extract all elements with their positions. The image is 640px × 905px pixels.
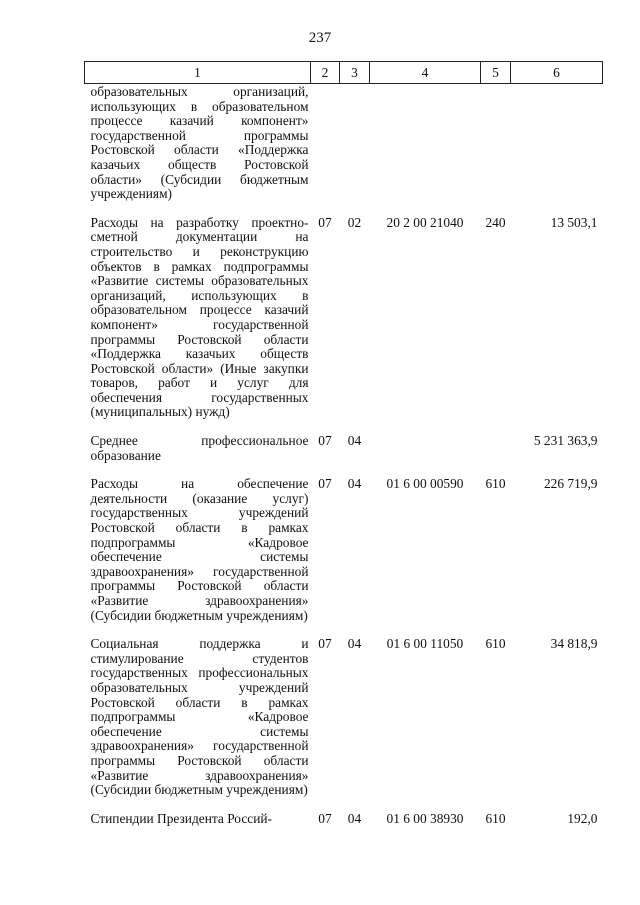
row-target-article: 01 6 00 11050 bbox=[386, 636, 464, 652]
table-row bbox=[85, 434, 603, 477]
table-row bbox=[85, 477, 603, 637]
column-header-6: 6 bbox=[511, 62, 603, 84]
row-description: образовательных организаций, использующих в образовательном процессе казачий компонент» государственной программы Ростовской области «Поддержка казачьих обществ Ростовской области» (Субсидии бюджетным учреждениям) bbox=[90, 84, 309, 202]
row-section-code: 07 bbox=[318, 433, 332, 449]
row-expense-type bbox=[481, 84, 511, 216]
row-subsection-code: 04 bbox=[347, 476, 362, 492]
table-header bbox=[85, 62, 603, 84]
row-expense-type bbox=[481, 434, 511, 477]
row-section-code: 07 bbox=[318, 476, 332, 492]
column-header-2: 2 bbox=[311, 62, 340, 84]
row-target-article: 20 2 00 21040 bbox=[386, 214, 464, 230]
row-amount: 5 231 363,9 bbox=[533, 433, 598, 449]
row-expense-type: 610 bbox=[485, 476, 506, 492]
row-description: Расходы на разработку проектно-сметной документации на строительство и реконструкцию объектов в рамках подпрограммы «Развитие системы образовательных организаций, использующих в образовательном процессе казачий компонент» государственной программы Ростовской области «Поддержка казачьих обществ Ростовской области» (Иные закупки товаров, работ и услуг для обеспечения государственных (муниципальных) нужд) bbox=[90, 214, 309, 420]
row-section-code bbox=[311, 84, 340, 216]
table-row bbox=[85, 216, 603, 434]
row-description: Среднее профессиональное образование bbox=[90, 433, 309, 463]
row-description: Стипендии Президента Россий- bbox=[90, 810, 273, 826]
column-header-4: 4 bbox=[370, 62, 481, 84]
row-amount: 13 503,1 bbox=[550, 214, 598, 230]
row-amount bbox=[511, 84, 603, 216]
row-expense-type: 240 bbox=[485, 214, 506, 230]
table-body bbox=[85, 84, 603, 841]
row-target-article: 01 6 00 38930 bbox=[386, 810, 464, 826]
row-target-article bbox=[370, 84, 481, 216]
row-subsection-code: 04 bbox=[347, 810, 362, 826]
table-row bbox=[85, 812, 603, 841]
row-description: Расходы на обеспечение деятельности (оказание услуг) государственных учреждений Ростовской области в рамках подпрограммы «Кадровое обеспечение системы здравоохранения» государственной программы Ростовской области «Развитие здравоохранения» (Субсидии бюджетным учреждениям) bbox=[90, 476, 309, 623]
row-section-code: 07 bbox=[318, 636, 332, 652]
table-row bbox=[85, 84, 603, 216]
row-description: Социальная поддержка и стимулирование студентов государственных профессиональных образовательных учреждений Ростовской области в рамках подпрограммы «Кадровое обеспечение системы здравоохранения» государственной программы Ростовской области «Развитие здравоохранения» (Субсидии бюджетным учреждениям) bbox=[90, 636, 309, 798]
budget-table bbox=[84, 61, 603, 840]
column-header-5: 5 bbox=[481, 62, 511, 84]
row-subsection-code: 04 bbox=[347, 636, 362, 652]
row-subsection-code: 04 bbox=[347, 433, 362, 449]
table-row bbox=[85, 637, 603, 812]
row-expense-type: 610 bbox=[485, 810, 506, 826]
row-target-article bbox=[370, 434, 481, 477]
row-section-code: 07 bbox=[318, 214, 332, 230]
row-amount: 226 719,9 bbox=[543, 476, 598, 492]
column-header-3: 3 bbox=[340, 62, 370, 84]
row-subsection-code bbox=[340, 84, 370, 216]
row-subsection-code: 02 bbox=[347, 214, 362, 230]
row-expense-type: 610 bbox=[485, 636, 506, 652]
row-amount: 34 818,9 bbox=[550, 636, 598, 652]
header-row bbox=[85, 62, 603, 84]
column-header-1: 1 bbox=[85, 62, 311, 84]
row-section-code: 07 bbox=[318, 810, 332, 826]
row-target-article: 01 6 00 00590 bbox=[386, 476, 464, 492]
page-number: 237 bbox=[308, 30, 332, 46]
row-amount: 192,0 bbox=[567, 810, 598, 826]
